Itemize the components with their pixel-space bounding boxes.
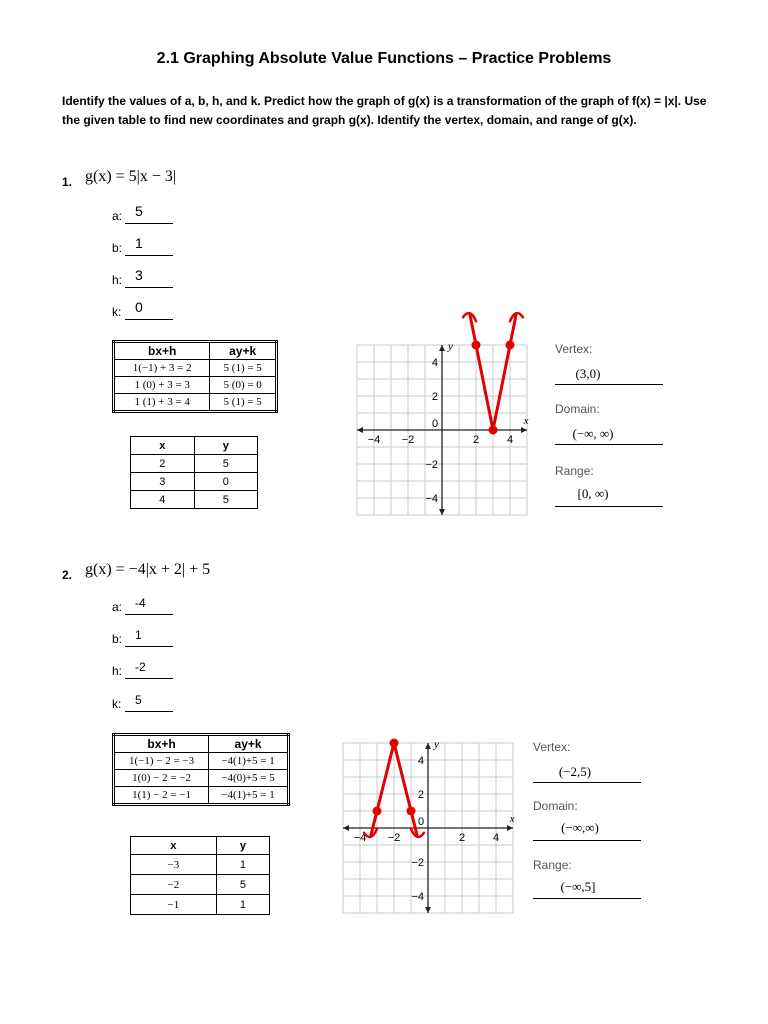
param-value: 5 <box>135 203 143 219</box>
table-cell: 1(1) − 2 = −1 <box>114 787 209 805</box>
table-cell: 1 <box>216 855 269 875</box>
table-header: y <box>216 837 269 855</box>
table-cell: −4(1)+5 = 1 <box>209 787 289 805</box>
problem-number: 1. <box>62 175 73 189</box>
table-row <box>114 360 277 377</box>
table-cell: 1 (0) + 3 = 3 <box>114 377 210 394</box>
plotted-point <box>489 426 498 435</box>
axis-label: x <box>509 813 515 825</box>
answer-line <box>533 898 641 899</box>
param-value: 1 <box>135 628 142 642</box>
range-label: Range: <box>533 858 572 872</box>
param-label: a: <box>112 600 123 614</box>
table-header: bx+h <box>114 735 209 753</box>
param-value: 3 <box>135 267 143 283</box>
param-label: k: <box>112 305 122 319</box>
vertex-label: Vertex: <box>533 740 571 754</box>
domain-value: (−∞, ∞) <box>572 426 614 441</box>
answer-line <box>125 678 173 679</box>
table-cell: 1(−1) − 2 = −3 <box>114 753 209 770</box>
param-value: 5 <box>135 693 142 707</box>
table-header: ay+k <box>210 342 277 360</box>
param-value: 0 <box>135 299 143 315</box>
vertex-label: Vertex: <box>555 342 593 356</box>
coordinate-grid <box>338 738 518 918</box>
param-value: 1 <box>135 235 143 251</box>
vertex-value: (−2,5) <box>558 764 592 779</box>
tick-label: 4 <box>492 832 500 844</box>
domain-label: Domain: <box>533 799 578 813</box>
table-row <box>114 394 277 412</box>
instructions: Identify the values of a, b, h, and k. Predict how the graph of g(x) is a transformation of the graph of f(x) = |x|. Use the given table to find new coordinates and graph g(x). Identify the vertex, domain, and range of g(x). <box>62 94 707 127</box>
tick-label: 2 <box>472 434 480 446</box>
answer-line <box>533 840 641 841</box>
x-axis-arrow <box>507 825 513 831</box>
answer-line <box>555 506 663 507</box>
table-cell: 5 <box>194 455 258 473</box>
tick-label: 0 <box>417 816 425 828</box>
table-row <box>114 377 277 394</box>
plotted-point <box>506 341 515 350</box>
table-cell: 1(0) − 2 = −2 <box>114 770 209 787</box>
table-cell: −4(0)+5 = 5 <box>209 770 289 787</box>
answer-line <box>125 646 173 647</box>
axis-label: x <box>523 415 529 427</box>
answer-line <box>555 444 663 445</box>
tick-label: −2 <box>425 459 438 471</box>
tick-label: −4 <box>353 832 367 844</box>
table-header: ay+k <box>209 735 289 753</box>
param-label: a: <box>112 209 123 223</box>
answer-line <box>125 614 173 615</box>
table-cell: −2 <box>131 875 217 895</box>
table-cell: 5 (0) = 0 <box>210 377 277 394</box>
table-row <box>114 787 289 805</box>
tick-label: −2 <box>387 832 401 844</box>
param-label: b: <box>112 241 123 255</box>
param-label: b: <box>112 632 123 646</box>
table-row <box>131 875 270 895</box>
answer-line <box>125 223 173 224</box>
xy-table <box>130 836 270 915</box>
table-header: y <box>194 437 258 455</box>
problem-equation: g(x) = 5|x − 3| <box>85 168 177 185</box>
x-axis-arrow <box>357 427 363 433</box>
problem-equation: g(x) = −4|x + 2| + 5 <box>85 561 211 578</box>
table-cell: 0 <box>194 473 258 491</box>
table-header: x <box>131 837 217 855</box>
param-value: -2 <box>135 660 146 674</box>
table-cell: 1 (1) + 3 = 4 <box>114 394 210 412</box>
table-cell: −1 <box>131 895 217 915</box>
transform-table <box>112 733 290 806</box>
table-row <box>131 455 258 473</box>
answer-line <box>555 384 663 385</box>
param-label: h: <box>112 664 123 678</box>
table-row <box>114 753 289 770</box>
tick-label: −4 <box>367 434 381 446</box>
table-header: x <box>131 437 195 455</box>
table-header: bx+h <box>114 342 210 360</box>
answer-line <box>125 711 173 712</box>
param-k <box>112 693 142 711</box>
tick-label: −2 <box>401 434 415 446</box>
axis-label: y <box>434 738 439 751</box>
xy-table <box>130 436 258 509</box>
answer-line <box>125 287 173 288</box>
tick-label: 2 <box>458 832 466 844</box>
tick-label: 4 <box>506 434 514 446</box>
param-b <box>112 628 142 646</box>
tick-label: −2 <box>411 857 424 869</box>
tick-label: 4 <box>417 755 424 767</box>
page-title: 2.1 Graphing Absolute Value Functions – Practice Problems <box>156 50 612 67</box>
param-k <box>112 299 143 319</box>
param-h <box>112 267 143 287</box>
vertex-value: (3,0) <box>575 366 601 381</box>
table-cell: 5 <box>216 875 269 895</box>
answer-line <box>125 319 173 320</box>
table-row <box>114 770 289 787</box>
plotted-point <box>472 341 481 350</box>
table-cell: −4(1)+5 = 1 <box>209 753 289 770</box>
transform-table <box>112 340 278 413</box>
answer-line <box>125 255 173 256</box>
tick-label: 4 <box>431 357 438 369</box>
y-axis-arrow <box>439 509 445 515</box>
coordinate-grid <box>352 340 532 520</box>
plotted-point <box>390 739 399 748</box>
y-axis-arrow <box>439 345 445 351</box>
param-value: -4 <box>135 596 146 610</box>
y-axis-arrow <box>425 743 431 749</box>
range-label: Range: <box>555 464 594 478</box>
param-a <box>112 203 143 223</box>
table-cell: 5 (1) = 5 <box>210 360 277 377</box>
table-row <box>131 473 258 491</box>
param-label: h: <box>112 273 123 287</box>
axis-label: y <box>448 340 453 353</box>
table-cell: 5 <box>194 491 258 509</box>
table-cell: 3 <box>131 473 195 491</box>
tick-label: 2 <box>417 789 424 801</box>
table-row <box>131 895 270 915</box>
table-cell: 5 (1) = 5 <box>210 394 277 412</box>
plotted-point <box>407 807 416 816</box>
param-a <box>112 596 146 614</box>
tick-label: −4 <box>425 493 438 505</box>
range-value: [0, ∞) <box>577 486 609 501</box>
table-row <box>131 491 258 509</box>
domain-label: Domain: <box>555 402 600 416</box>
range-value: (−∞,5] <box>560 879 596 894</box>
table-cell: 4 <box>131 491 195 509</box>
problem-number: 2. <box>62 568 73 582</box>
tick-label: −4 <box>411 891 424 903</box>
table-cell: −3 <box>131 855 217 875</box>
x-axis-arrow <box>521 427 527 433</box>
param-h <box>112 660 146 678</box>
table-row <box>131 855 270 875</box>
param-label: k: <box>112 697 122 711</box>
y-axis-arrow <box>425 907 431 913</box>
plotted-point <box>373 807 382 816</box>
table-cell: 2 <box>131 455 195 473</box>
x-axis-arrow <box>343 825 349 831</box>
table-cell: 1(−1) + 3 = 2 <box>114 360 210 377</box>
domain-value: (−∞,∞) <box>561 820 599 835</box>
param-b <box>112 235 143 255</box>
table-cell: 1 <box>216 895 269 915</box>
answer-line <box>533 782 641 783</box>
tick-label: 0 <box>431 418 439 430</box>
tick-label: 2 <box>431 391 438 403</box>
